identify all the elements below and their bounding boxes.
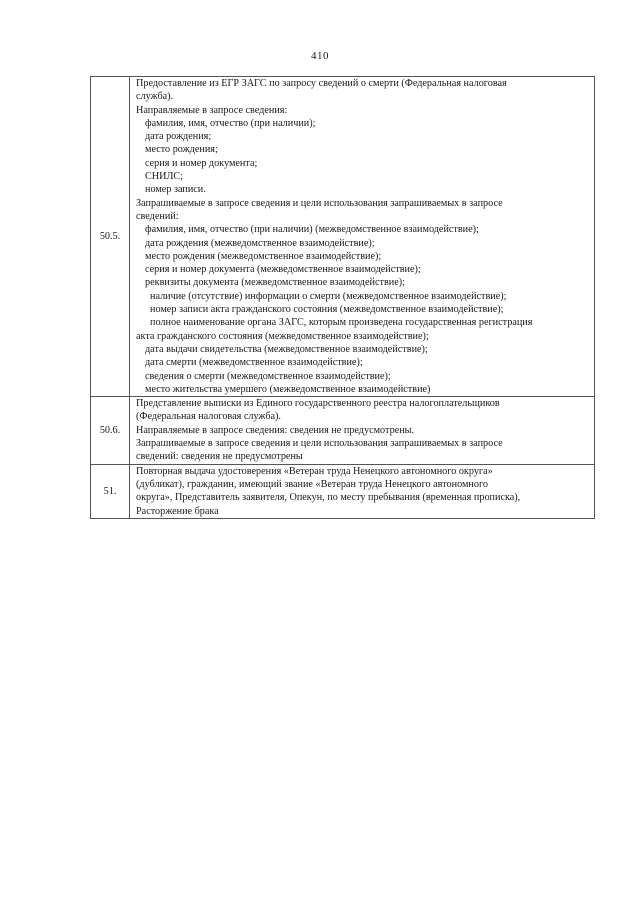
content-line: дата рождения; [145,131,212,143]
content-line: Расторжение брака [136,505,219,517]
content-line: Предоставление из ЕГР ЗАГС по запросу сведений о смерти (Федеральная налоговая [136,78,507,89]
content-line: место рождения (межведомственное взаимодействие); [145,250,382,262]
table-body [91,77,595,519]
content-line: фамилия, имя, отчество (при наличии); [145,117,316,129]
content-line: Запрашиваемые в запросе сведения и цели использования запрашиваемых в запросе [136,438,503,450]
row-number: 51. [91,464,130,518]
content-line: округа», Представитель заявителя, Опекун, по месту пребывания (временная прописка), [136,492,521,504]
content-line: Направляемые в запросе сведения: [136,104,288,116]
table-row [91,464,595,518]
content-line: наличие (отсутствие) информации о смерти (межведомственное взаимодействие); [150,290,507,302]
row-number: 50.6. [91,397,130,464]
content-line: реквизиты документа (межведомственное взаимодействие); [145,277,405,289]
content-line: фамилия, имя, отчество (при наличии) (межведомственное взаимодействие); [145,224,479,236]
row-content [130,397,595,464]
content-line: (дубликат), гражданин, имеющий звание «Ветеран труда Ненецкого автономного [136,478,488,490]
content-line: дата смерти (межведомственное взаимодействие); [145,357,363,369]
content-line: Направляемые в запросе сведения: сведения не предусмотрены. [136,424,415,436]
content-line: служба). [136,91,174,103]
content-line: серия и номер документа (межведомственное взаимодействие); [145,264,421,276]
services-table [90,76,595,519]
content-line: полное наименование органа ЗАГС, которым произведена государственная регистрация [150,317,533,329]
content-line: Представление выписки из Единого государственного реестра налогоплательщиков [136,398,500,410]
content-line: дата рождения (межведомственное взаимодействие); [145,237,375,249]
content-line: место рождения; [145,144,218,156]
content-line: номер записи. [145,184,206,196]
row-content [130,77,595,397]
table-row [91,397,595,464]
table-row [91,77,595,397]
content-line: (Федеральная налоговая служба). [136,411,281,423]
content-line: серия и номер документа; [145,157,258,169]
content-line: дата выдачи свидетельства (межведомственное взаимодействие); [145,343,428,355]
content-line: акта гражданского состояния (межведомственное взаимодействие); [136,330,429,342]
content-line: место жительства умершего (межведомственное взаимодействие) [145,383,431,395]
page-number: 410 [311,50,329,62]
content-line: номер записи акта гражданского состояния (межведомственное взаимодействие); [150,304,504,316]
content-line: СНИЛС; [145,171,184,183]
row-content [130,464,595,518]
content-line: сведений: сведения не предусмотрены [136,451,303,463]
row-number: 50.5. [91,77,130,397]
content-line: сведений: [136,210,179,222]
content-line: Запрашиваемые в запросе сведения и цели использования запрашиваемых в запросе [136,197,503,209]
content-line: Повторная выдача удостоверения «Ветеран труда Ненецкого автономного округа» [136,465,493,477]
content-line: сведения о смерти (межведомственное взаимодействие); [145,370,391,382]
